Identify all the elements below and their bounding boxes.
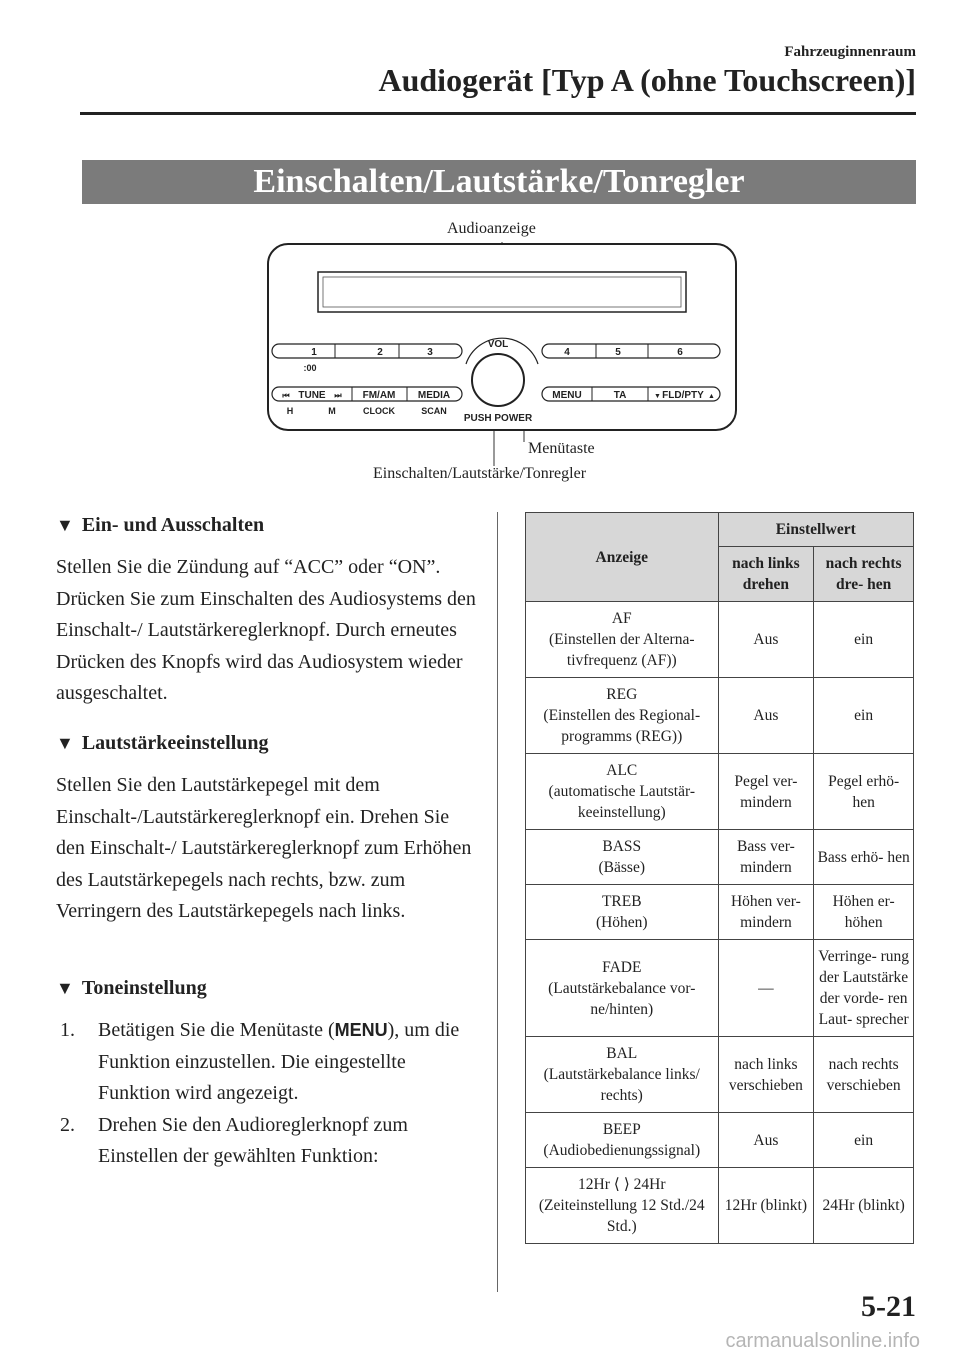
triangle-bullet-icon: ▼ bbox=[56, 733, 74, 753]
page-number: 5-21 bbox=[861, 1290, 916, 1323]
table-row: BEEP (Audiobedienungssignal) Aus ein bbox=[526, 1113, 914, 1168]
media-button: MEDIA bbox=[417, 390, 451, 401]
table-row: BASS (Bässe) Bass ver- mindern Bass erhö- hen bbox=[526, 830, 914, 885]
scan-label: SCAN bbox=[421, 406, 447, 416]
preset-2-button: 2 bbox=[377, 347, 383, 358]
volume-knob bbox=[472, 354, 524, 406]
ta-button: TA bbox=[613, 390, 627, 401]
page-header-title: Audiogerät [Typ A (ohne Touchscreen)] bbox=[378, 62, 916, 98]
table-row: ALC (automatische Lautstär- keeinstellung) Pegel ver- mindern Pegel erhö- hen bbox=[526, 754, 914, 830]
triangle-bullet-icon: ▼ bbox=[56, 978, 74, 998]
preset-4-button: 4 bbox=[564, 347, 570, 358]
preset-bar-left bbox=[272, 344, 462, 358]
header-turn-left: nach links drehen bbox=[718, 547, 814, 602]
audio-display bbox=[318, 272, 686, 312]
heading-volume: ▼ Lautstärkeeinstellung bbox=[56, 732, 269, 754]
preset-5-button: 5 bbox=[615, 347, 621, 358]
column-divider bbox=[497, 512, 498, 1292]
seek-back-icon: ⏮ bbox=[282, 391, 290, 400]
table-row: FADE (Lautstärkebalance vor- ne/hinten) — Verringe- rung der Lautstärke der vorde- ren Laut- sprecher bbox=[526, 940, 914, 1037]
arrow-down-icon: ▼ bbox=[654, 393, 661, 400]
table-row: REG (Einstellen des Regional- programms (REG)) Aus ein bbox=[526, 678, 914, 754]
chapter-label: Fahrzeuginnenraum bbox=[784, 44, 916, 60]
vol-label: VOL bbox=[487, 339, 509, 350]
fmam-button: FM/AM bbox=[362, 390, 396, 401]
paragraph-power: Stellen Sie die Zündung auf “ACC” oder “ON”. Drücken Sie zum Einschalten des Audiosystems den Einschalt-/ Lautstärkereglerknopf. Durch erneutes Drücken des Knopfs wird das Audiosystem wieder ausgeschaltet. bbox=[56, 556, 476, 704]
hour-label: H bbox=[286, 406, 294, 416]
fld-pty-button: FLD/PTY bbox=[662, 390, 704, 401]
watermark: carmanualsonline.info bbox=[725, 1330, 920, 1352]
figure-label-display: Audioanzeige bbox=[447, 220, 536, 237]
audio-unit-illustration bbox=[262, 236, 742, 470]
preset-3-button: 3 bbox=[427, 347, 433, 358]
step-2: 2. Drehen Sie den Audioreglerknopf zum Einstellen der gewählten Funktion: bbox=[60, 1113, 408, 1167]
step-list bbox=[56, 1015, 476, 1173]
triangle-bullet-icon: ▼ bbox=[56, 515, 74, 535]
preset-6-button: 6 bbox=[677, 347, 683, 358]
table-row: TREB (Höhen) Höhen ver- mindern Höhen er- höhen bbox=[526, 885, 914, 940]
header-turn-right: nach rechts dre- hen bbox=[814, 547, 914, 602]
header-einstellwert: Einstellwert bbox=[718, 513, 913, 547]
settings-table bbox=[525, 512, 914, 1244]
section-banner: Einschalten/Lautstärke/Tonregler bbox=[82, 160, 916, 204]
clock-marker: :00 bbox=[303, 363, 317, 373]
table-row: BAL (Lautstärkebalance links/ rechts) nach links verschieben nach rechts verschieben bbox=[526, 1037, 914, 1113]
header-divider bbox=[80, 112, 916, 115]
arrow-up-icon: ▲ bbox=[708, 393, 715, 400]
step-1: 1. Betätigen Sie die Menütaste (MENU), um die Funktion einzustellen. Die eingestellte Funktion wird angezeigt. bbox=[60, 1019, 460, 1104]
heading-tone: ▼ Toneinstellung bbox=[56, 977, 207, 999]
push-power-label: PUSH POWER bbox=[463, 413, 533, 424]
minute-label: M bbox=[328, 406, 336, 416]
heading-power: ▼ Ein- und Ausschalten bbox=[56, 514, 265, 536]
clock-label: CLOCK bbox=[363, 406, 395, 416]
menu-button: MENU bbox=[552, 390, 582, 401]
menu-key-glyph: MENU bbox=[334, 1020, 388, 1040]
table-row: 12Hr ⟨ ⟩ 24Hr (Zeiteinstellung 12 Std./24 Std.) 12Hr (blinkt) 24Hr (blinkt) bbox=[526, 1168, 914, 1244]
tune-button: TUNE bbox=[298, 390, 326, 401]
preset-1-button: 1 bbox=[311, 347, 317, 358]
figure-label-menu: Menütaste bbox=[528, 440, 595, 457]
seek-forward-icon: ⏭ bbox=[334, 391, 342, 400]
paragraph-volume: Stellen Sie den Lautstärkepegel mit dem Einschalt-/Lautstärkereglerknopf ein. Drehen Sie den Einschalt-/ Lautstärkereglerknopf zum Erhöhen des Lautstärkepegels nach rechts, bzw. zum Verringern des Lautstärkepegels nach links. bbox=[56, 774, 472, 922]
figure-label-knob: Einschalten/Lautstärke/Tonregler bbox=[373, 465, 587, 482]
header-anzeige: Anzeige bbox=[526, 513, 719, 602]
table-row: AF (Einstellen der Alterna- tivfrequenz (AF)) Aus ein bbox=[526, 602, 914, 678]
